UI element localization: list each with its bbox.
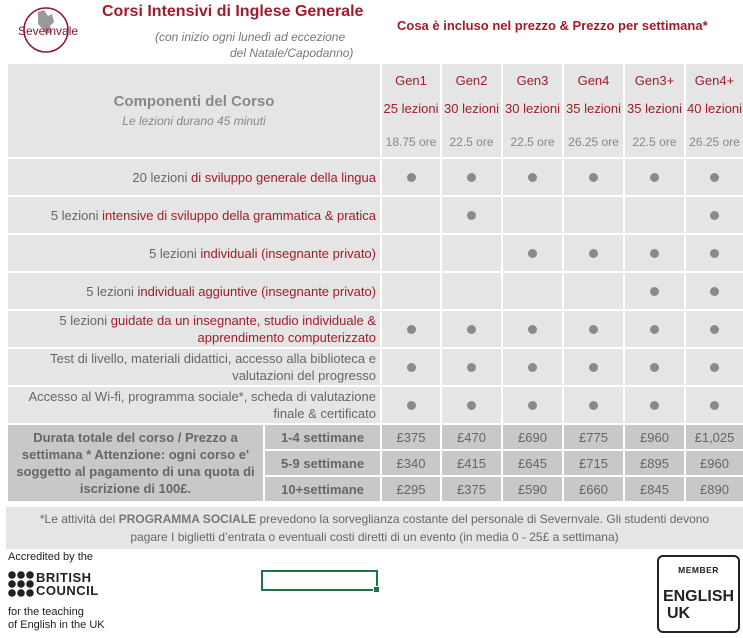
inclusion-cell <box>624 234 685 272</box>
inclusion-cell <box>563 386 624 424</box>
included-dot-icon <box>710 363 719 372</box>
inclusion-cell <box>624 196 685 234</box>
price-cell: £960 <box>685 450 743 476</box>
column-name: Gen1 <box>395 72 427 88</box>
column-lessons: 30 lezioni <box>444 100 499 116</box>
components-subtitle: Le lezioni durano 45 minuti <box>122 114 266 128</box>
included-dot-icon <box>467 325 476 334</box>
component-label: 20 lezioni di sviluppo generale della lingua <box>7 158 381 196</box>
column-lessons: 35 lezioni <box>627 100 682 116</box>
duration-cell: 1-4 settimane <box>264 424 381 450</box>
included-dot-icon <box>528 249 537 258</box>
column-name: Gen4 <box>577 72 610 88</box>
inclusion-cell <box>502 234 563 272</box>
included-dot-icon <box>710 211 719 220</box>
price-cell: £775 <box>563 424 624 450</box>
column-name: Gen2 <box>455 72 488 88</box>
column-name: Gen3 <box>516 72 549 88</box>
inclusion-cell <box>685 272 743 310</box>
component-row <box>7 386 743 424</box>
column-hours: 26.25 ore <box>689 134 740 149</box>
included-dot-icon <box>528 363 537 372</box>
inclusion-cell <box>502 348 563 386</box>
inclusion-cell <box>381 348 441 386</box>
inclusion-cell <box>563 234 624 272</box>
component-label: 5 lezioni guidate da un insegnante, studio individuale & apprendimento computerizzato <box>7 310 381 348</box>
price-cell: £690 <box>502 424 563 450</box>
included-dot-icon <box>467 173 476 182</box>
price-cell: £415 <box>441 450 502 476</box>
teaching-line1: for the teaching <box>8 606 84 618</box>
inclusion-cell <box>502 310 563 348</box>
included-dot-icon <box>650 287 659 296</box>
included-dot-icon <box>589 401 598 410</box>
inclusion-cell <box>441 158 502 196</box>
column-name: Gen3+ <box>634 72 675 88</box>
component-label: 5 lezioni intensive di sviluppo della grammatica & pratica <box>7 196 381 234</box>
included-dot-icon <box>710 401 719 410</box>
component-row <box>7 234 743 272</box>
included-price-title: Cosa è incluso nel prezzo & Prezzo per settimana* <box>397 18 708 33</box>
included-dot-icon <box>467 211 476 220</box>
price-cell: £470 <box>441 424 502 450</box>
included-dot-icon <box>710 173 719 182</box>
component-row <box>7 158 743 196</box>
included-dot-icon <box>407 325 416 334</box>
included-dot-icon <box>407 401 416 410</box>
inclusion-cell <box>441 310 502 348</box>
teaching-line2: of English in the UK <box>8 619 105 631</box>
component-label: Accesso al Wi-fi, programma sociale*, scheda di valutazione finale & certificato <box>7 386 381 424</box>
duration-cell: 10+settimane <box>264 476 381 502</box>
included-dot-icon <box>710 249 719 258</box>
included-dot-icon <box>650 173 659 182</box>
inclusion-cell <box>381 196 441 234</box>
duration-cell: 5-9 settimane <box>264 450 381 476</box>
inclusion-cell <box>563 196 624 234</box>
included-dot-icon <box>650 401 659 410</box>
price-row <box>7 424 743 450</box>
social-program-note: *Le attività del PROGRAMMA SOCIALE prevedono la sorveglianza costante del personale di Severnvale. Gli studenti devono pagare I biglietti d’entrata o eventuali costi diretti di un evento (in media 0 - 25£ a settimana) <box>6 507 743 549</box>
column-header-gen4plus <box>685 63 743 158</box>
column-hours: 22.5 ore <box>449 134 494 149</box>
column-lessons: 25 lezioni <box>383 100 439 116</box>
price-cell: £1,025 <box>685 424 743 450</box>
price-cell: £845 <box>624 476 685 502</box>
inclusion-cell <box>563 348 624 386</box>
header-row <box>7 63 743 158</box>
component-row <box>7 310 743 348</box>
price-label: Durata totale del corso / Prezzo a settimana * Attenzione: ogni corso e' soggetto al pagamento di una quota di iscrizione di 100£. <box>7 424 264 502</box>
inclusion-cell <box>624 272 685 310</box>
logo-text: Severnvale <box>18 24 79 38</box>
component-row <box>7 348 743 386</box>
included-dot-icon <box>467 363 476 372</box>
inclusion-cell <box>381 158 441 196</box>
component-label: Test di livello, materiali didattici, accesso alla biblioteca e valutazioni del progresso <box>7 348 381 386</box>
components-title: Componenti del Corso <box>113 93 275 110</box>
price-cell: £645 <box>502 450 563 476</box>
column-name: Gen4+ <box>694 72 735 88</box>
british-council-logo: BRITISH COUNCIL <box>36 570 99 598</box>
note-bold: PROGRAMMA SOCIALE <box>118 512 257 526</box>
english-uk-member-badge: MEMBER ENGLISH UK <box>657 555 740 633</box>
inclusion-cell <box>441 234 502 272</box>
column-lessons: 30 lezioni <box>505 100 560 116</box>
inclusion-cell <box>502 158 563 196</box>
column-header-gen1 <box>381 63 441 158</box>
accredited-label: Accredited by the <box>8 551 93 563</box>
price-cell: £715 <box>563 450 624 476</box>
column-hours: 26.25 ore <box>568 134 619 149</box>
price-cell: £960 <box>624 424 685 450</box>
price-cell: £340 <box>381 450 441 476</box>
column-hours: 22.5 ore <box>510 134 555 149</box>
component-row <box>7 272 743 310</box>
included-dot-icon <box>589 249 598 258</box>
inclusion-cell <box>381 386 441 424</box>
inclusion-cell <box>441 386 502 424</box>
inclusion-cell <box>441 272 502 310</box>
inclusion-cell <box>381 310 441 348</box>
column-lessons: 40 lezioni <box>687 100 742 116</box>
column-header-gen2 <box>441 63 502 158</box>
inclusion-cell <box>624 348 685 386</box>
included-dot-icon <box>650 325 659 334</box>
inclusion-cell <box>685 196 743 234</box>
page-subtitle-line1: (con inizio ogni lunedì ad eccezione <box>155 30 346 44</box>
inclusion-cell <box>563 158 624 196</box>
price-cell: £375 <box>381 424 441 450</box>
inclusion-cell <box>563 310 624 348</box>
included-dot-icon <box>650 249 659 258</box>
course-table <box>6 62 743 503</box>
inclusion-cell <box>502 272 563 310</box>
inclusion-cell <box>381 272 441 310</box>
inclusion-cell <box>685 158 743 196</box>
inclusion-cell <box>441 348 502 386</box>
included-dot-icon <box>710 325 719 334</box>
inclusion-cell <box>502 386 563 424</box>
price-cell: £590 <box>502 476 563 502</box>
component-label: 5 lezioni individuali (insegnante privato) <box>7 234 381 272</box>
included-dot-icon <box>528 325 537 334</box>
inclusion-cell <box>624 386 685 424</box>
inclusion-cell <box>685 348 743 386</box>
page-subtitle-line2: del Natale/Capodanno) <box>230 46 354 60</box>
column-header-gen3 <box>502 63 563 158</box>
price-cell: £375 <box>441 476 502 502</box>
included-dot-icon <box>528 401 537 410</box>
included-dot-icon <box>467 401 476 410</box>
included-dot-icon <box>589 325 598 334</box>
included-dot-icon <box>407 363 416 372</box>
price-cell: £895 <box>624 450 685 476</box>
inclusion-cell <box>685 234 743 272</box>
inclusion-cell <box>563 272 624 310</box>
page-title: Corsi Intensivi di Inglese Generale <box>102 3 364 20</box>
included-dot-icon <box>710 287 719 296</box>
column-header-gen4 <box>563 63 624 158</box>
inclusion-cell <box>441 196 502 234</box>
inclusion-cell <box>685 310 743 348</box>
inclusion-cell <box>624 310 685 348</box>
column-header-gen3plus <box>624 63 685 158</box>
column-lessons: 35 lezioni <box>566 100 621 116</box>
inclusion-cell <box>624 158 685 196</box>
included-dot-icon <box>528 173 537 182</box>
inclusion-cell <box>381 234 441 272</box>
included-dot-icon <box>407 173 416 182</box>
price-cell: £660 <box>563 476 624 502</box>
included-dot-icon <box>650 363 659 372</box>
column-hours: 22.5 ore <box>632 134 677 149</box>
included-dot-icon <box>589 363 598 372</box>
price-cell: £295 <box>381 476 441 502</box>
price-cell: £890 <box>685 476 743 502</box>
inclusion-cell <box>685 386 743 424</box>
selected-cell[interactable] <box>261 570 378 591</box>
column-hours: 18.75 ore <box>385 134 437 149</box>
component-label: 5 lezioni individuali aggiuntive (insegnante privato) <box>7 272 381 310</box>
component-row <box>7 196 743 234</box>
inclusion-cell <box>502 196 563 234</box>
components-header <box>7 63 381 158</box>
included-dot-icon <box>589 173 598 182</box>
